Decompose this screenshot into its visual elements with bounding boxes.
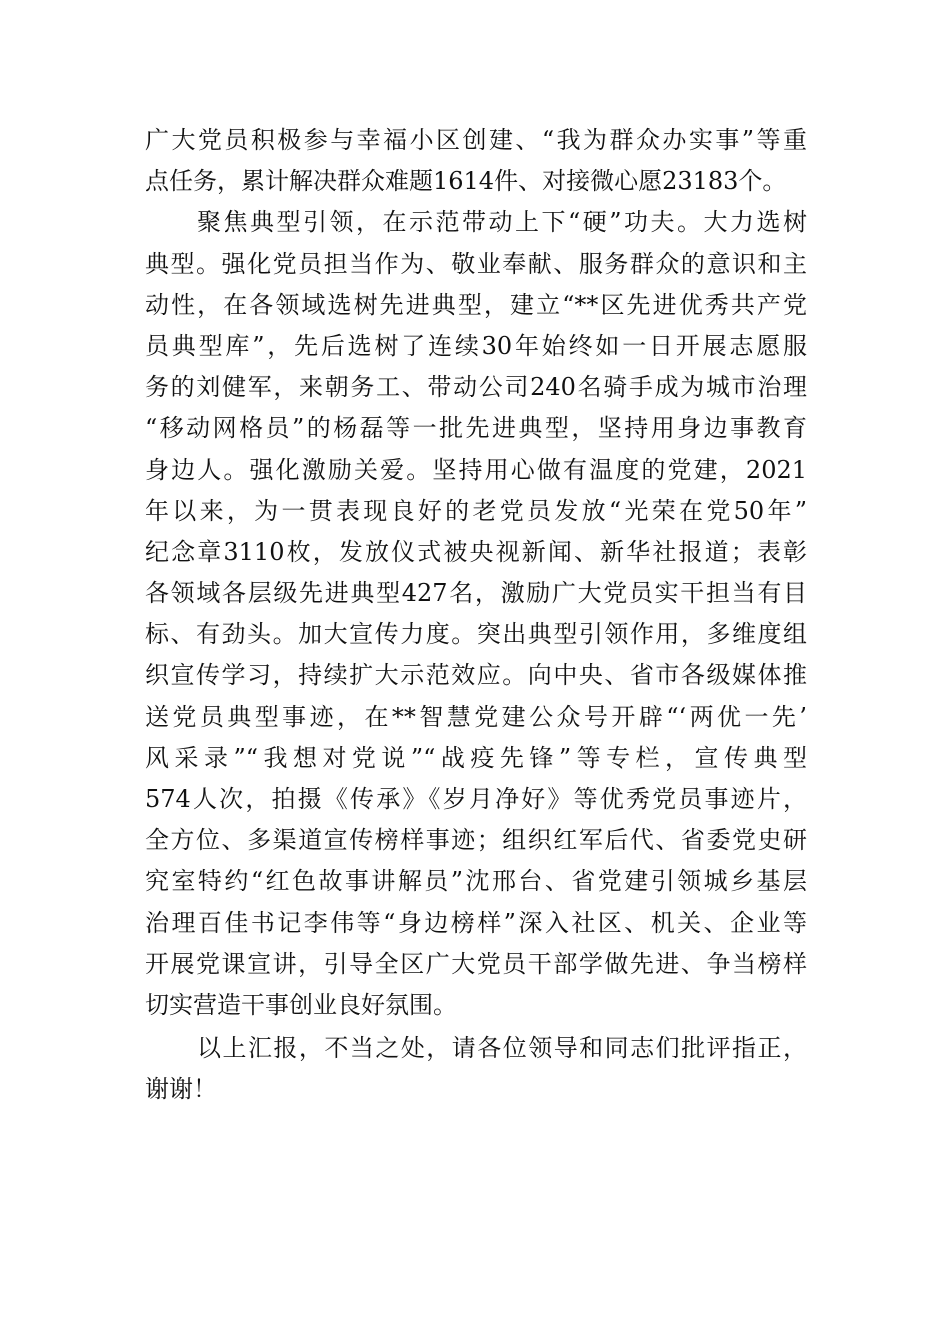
text-line: 各领域各层级先进典型427名，激励广大党员实干担当有目: [145, 579, 807, 608]
text-line: 全方位、多渠道宣传榜样事迹；组织红军后代、省委党史研: [145, 826, 807, 855]
text-line: 开展党课宣讲，引导全区广大党员干部学做先进、争当榜样: [145, 949, 807, 978]
text-line: 送党员典型事迹，在**智慧党建公众号开辟“‘两优一先’: [145, 702, 807, 731]
text-line: 广大党员积极参与幸福小区创建、“我为群众办实事”等重: [145, 126, 807, 154]
text-line: 谢谢！: [145, 1075, 217, 1104]
text-line: 以上汇报，不当之处，请各位领导和同志们批评指正，: [197, 1034, 807, 1063]
text-line: 身边人。强化激励关爱。坚持用心做有温度的党建，2021: [145, 455, 807, 484]
text-line: 年以来，为一贯表现良好的老党员发放“光荣在党50年”: [145, 496, 807, 525]
text-line: 标、有劲头。加大宣传力度。突出典型引领作用，多维度组: [145, 620, 807, 649]
text-line: 治理百佳书记李伟等“身边榜样”深入社区、机关、企业等: [145, 908, 807, 937]
text-line: 务的刘健军，来朝务工、带动公司240名骑手成为城市治理: [145, 373, 807, 402]
text-line: 究室特约“红色故事讲解员”沈邢台、省党建引领城乡基层: [145, 867, 807, 896]
document-body: [145, 120, 807, 1111]
text-line: 动性，在各领域选树先进典型，建立“**区先进优秀共产党: [145, 290, 807, 319]
text-line: 纪念章3110枚，发放仪式被央视新闻、新华社报道；表彰: [145, 537, 807, 566]
text-line: “移动网格员”的杨磊等一批先进典型，坚持用身边事教育: [145, 414, 807, 443]
text-line: 574人次，拍摄《传承》《岁月净好》等优秀党员事迹片，: [145, 785, 807, 813]
text-line: 聚焦典型引领，在示范带动上下“硬”功夫。大力选树: [197, 208, 807, 237]
text-line: 织宣传学习，持续扩大示范效应。向中央、省市各级媒体推: [145, 661, 807, 690]
text-line: 风采录”“我想对党说”“战疫先锋”等专栏，宣传典型: [145, 743, 807, 772]
text-line: 切实营造干事创业良好氛围。: [145, 990, 457, 1019]
text-line: 典型。强化党员担当作为、敬业奉献、服务群众的意识和主: [145, 249, 807, 278]
text-line: 点任务，累计解决群众难题1614件、对接微心愿23183个。: [145, 167, 787, 196]
text-line: 员典型库”，先后选树了连续30年始终如一日开展志愿服: [145, 331, 807, 360]
